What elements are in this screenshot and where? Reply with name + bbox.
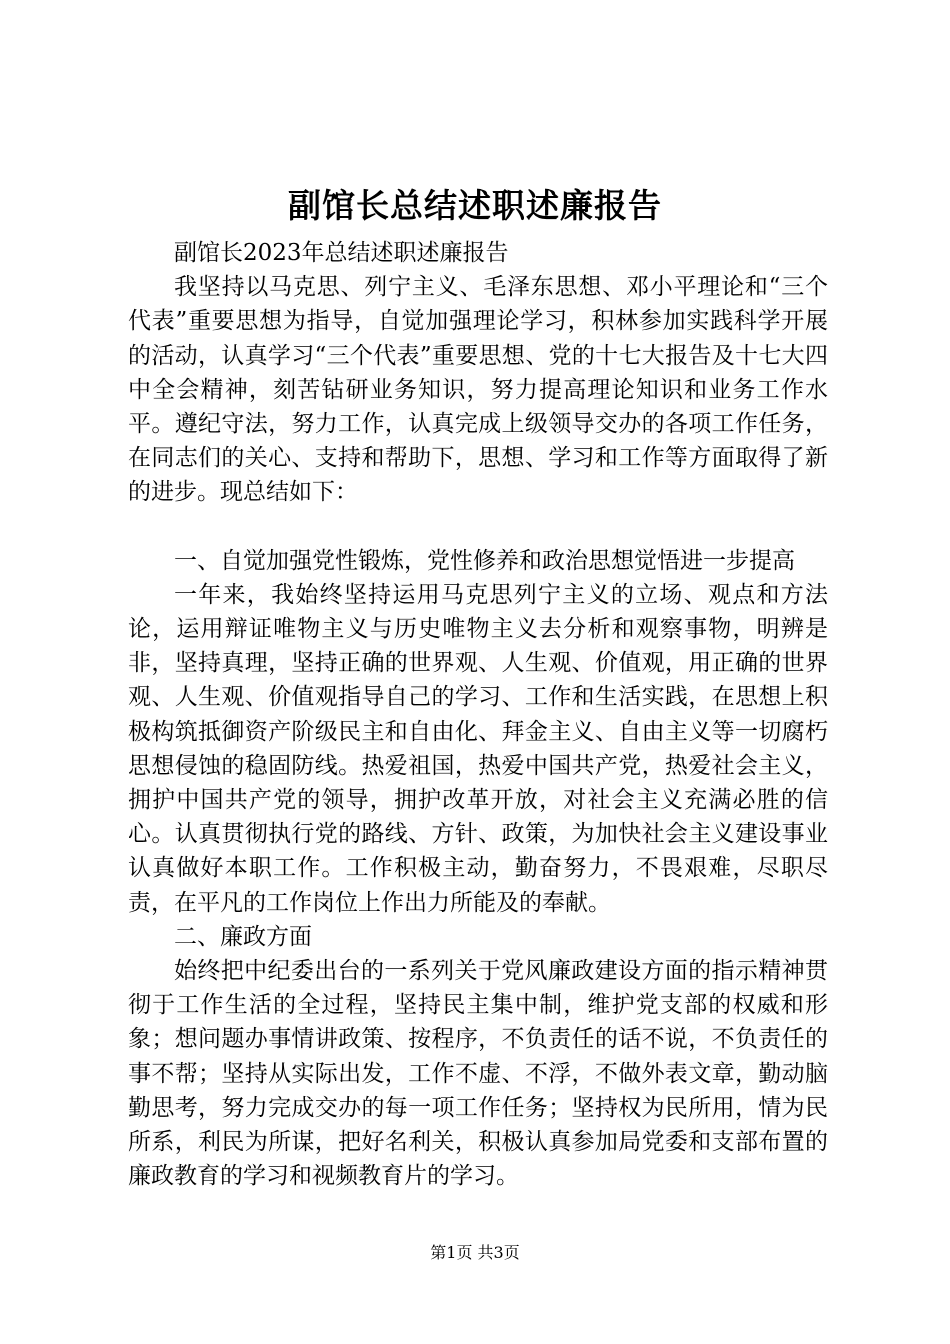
section-heading-1: 一、自觉加强党性锻炼，党性修养和政治思想觉悟进一步提高	[174, 547, 795, 574]
section-1-paragraph: 一年来，我始终坚持运用马克思列宁主义的立场、观点和方法论，运用辩证唯物主义与历史唯物主义去分析和观察事物，明辨是非，坚持真理，坚持正确的世界观、人生观、价值观，用正确的世界观、人生观、价值观指导自己的学习、工作和生活实践，在思想上积极构筑抵御资产阶级民主和自由化、拜金主义、自由主义等一切腐朽思想侵蚀的稳固防线。热爱祖国，热爱中国共产党，热爱社会主义，拥护中国共产党的领导，拥护改革开放，对社会主义充满必胜的信心。认真贯彻执行党的路线、方针、政策，为加快社会主义建设事业认真做好本职工作。工作积极主动，勤奋努力，不畏艰难，尽职尽责，在平凡的工作岗位上作出力所能及的奉献。	[128, 581, 828, 916]
document-body	[128, 236, 828, 1193]
subtitle-paragraph: 副馆长2023年总结述职述廉报告	[174, 240, 509, 266]
intro-paragraph: 我坚持以马克思、列宁主义、毛泽东思想、邓小平理论和“三个代表”重要思想为指导，自觉加强理论学习，积林参加实践科学开展的活动，认真学习“三个代表”重要思想、党的十七大报告及十七大四中全会精神，刻苦钻研业务知识，努力提高理论知识和业务工作水平。遵纪守法，努力工作，认真完成上级领导交办的各项工作任务，在同志们的关心、支持和帮助下，思想、学习和工作等方面取得了新的进步。现总结如下：	[128, 274, 828, 506]
page-footer: 第1页 共3页	[430, 1243, 520, 1262]
section-heading-2: 二、廉政方面	[174, 923, 312, 950]
section-2-paragraph: 始终把中纪委出台的一系列关于党风廉政建设方面的指示精神贯彻于工作生活的全过程，坚持民主集中制，维护党支部的权威和形象；想问题办事情讲政策、按程序，不负责任的话不说，不负责任的事不帮；坚持从实际出发，工作不虚、不浮，不做外表文章，勤动脑勤思考，努力完成交办的每一项工作任务；坚持权为民所用，情为民所系，利民为所谋，把好名利关，积极认真参加局党委和支部布置的廉政教育的学习和视频教育片的学习。	[128, 958, 828, 1190]
document-title: 副馆长总结述职述廉报告	[288, 186, 662, 225]
